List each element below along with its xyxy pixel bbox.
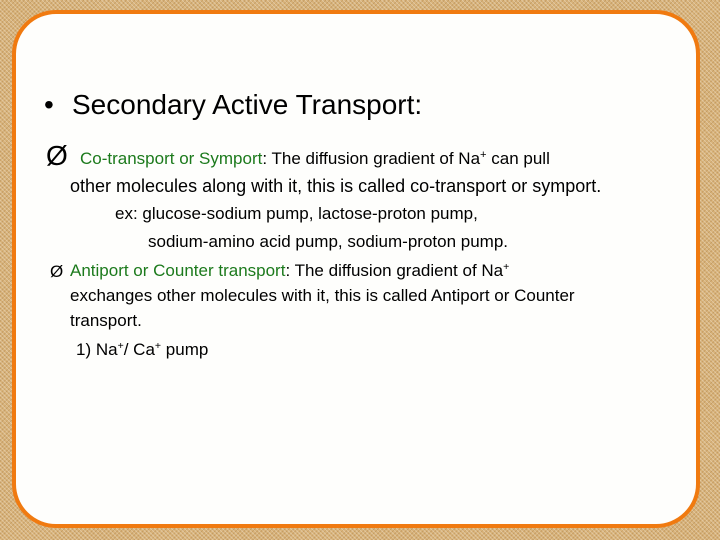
cotransport-term: Co-transport or Symport bbox=[80, 149, 263, 168]
antiport-superscript: + bbox=[503, 261, 510, 274]
title-text: Secondary Active Transport: bbox=[72, 89, 423, 120]
antiport-example-sup-1: + bbox=[117, 340, 124, 353]
arrow-bullet-icon: Ø bbox=[46, 140, 68, 171]
antiport-line-1 bbox=[70, 261, 509, 281]
antiport-example-prefix: 1) Na bbox=[76, 340, 118, 359]
cotransport-line-2: other molecules along with it, this is called co-transport or symport. bbox=[70, 176, 602, 196]
cotransport-text-1-end: can pull bbox=[486, 149, 550, 168]
antiport-term: Antiport or Counter transport bbox=[70, 261, 286, 280]
cotransport-line-1 bbox=[80, 148, 550, 169]
antiport-text-1: : The diffusion gradient of Na bbox=[285, 261, 504, 280]
arrow-bullet-small-icon: Ø bbox=[50, 262, 64, 281]
cotransport-superscript: + bbox=[480, 148, 487, 161]
bullet-icon: • bbox=[44, 89, 54, 120]
antiport-line-3: transport. bbox=[70, 311, 142, 330]
cotransport-text-1: : The diffusion gradient of Na bbox=[262, 149, 481, 168]
antiport-example bbox=[76, 340, 208, 360]
antiport-example-sup-2: + bbox=[154, 340, 162, 353]
cotransport-example-1: ex: glucose-sodium pump, lactose-proton pump, bbox=[115, 204, 478, 223]
antiport-line-2: exchanges other molecules with it, this is called Antiport or Counter bbox=[70, 286, 575, 305]
cotransport-example-2: sodium-amino acid pump, sodium-proton pump. bbox=[148, 232, 509, 251]
antiport-example-end: pump bbox=[161, 340, 209, 359]
antiport-example-mid: / Ca bbox=[123, 340, 155, 359]
slide-title bbox=[44, 89, 422, 121]
